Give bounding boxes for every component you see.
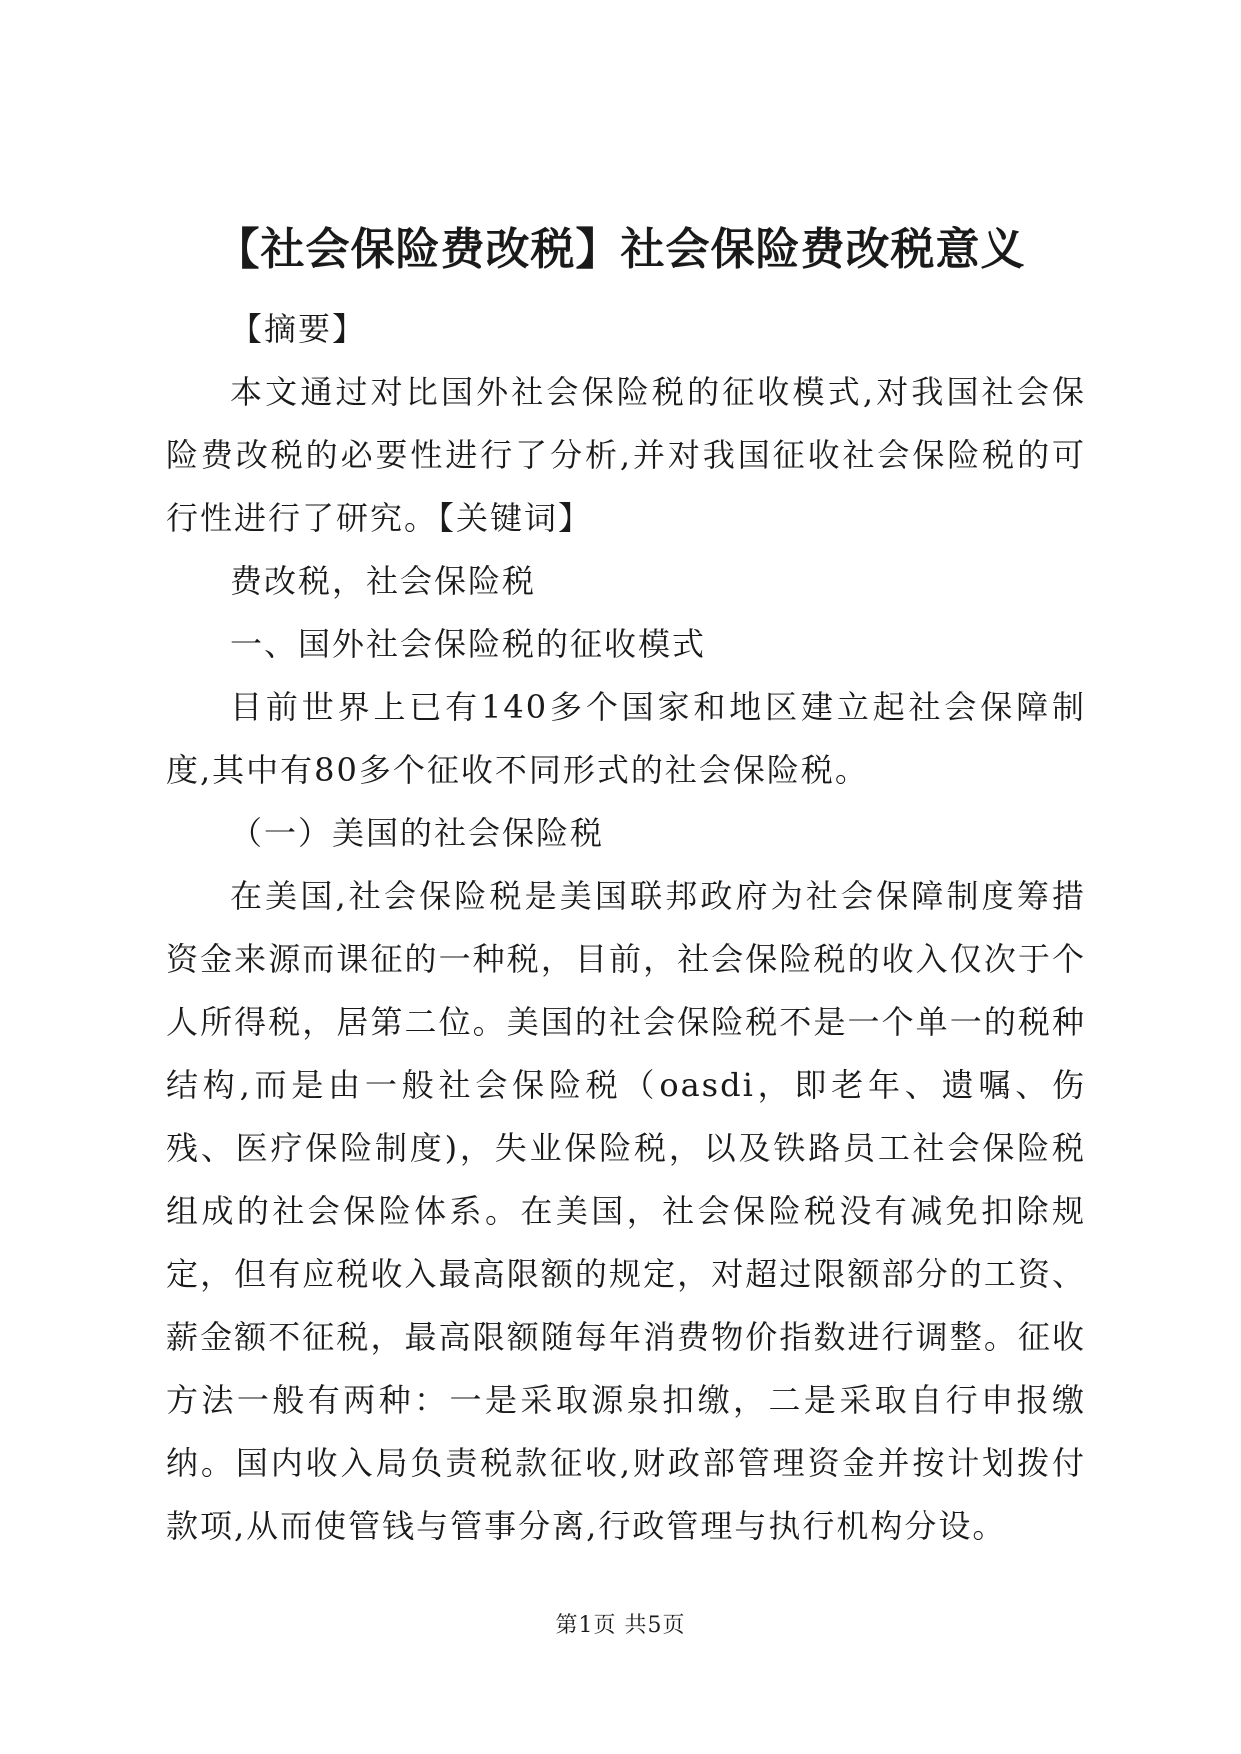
abstract-heading: 【摘要】 bbox=[230, 310, 367, 348]
page-footer: 第1页 共5页 bbox=[555, 1613, 686, 1638]
document-body bbox=[166, 298, 1086, 1558]
subsection-heading-1: （一）美国的社会保险税 bbox=[230, 814, 605, 852]
keywords-paragraph: 费改税，社会保险税 bbox=[230, 562, 537, 600]
document-title: 【社会保险费改税】社会保险费改税意义 bbox=[215, 224, 1026, 275]
body-paragraph: 在美国,社会保险税是美国联邦政府为社会保障制度筹措资金来源而课征的一种税，目前，社会保险税的收入仅次于个人所得税，居第二位。美国的社会保险税不是一个单一的税种结构,而是由一般社会保险税（oasdi，即老年、遗嘱、伤残、医疗保险制度)，失业保险税，以及铁路员工社会保险税组成的社会保险体系。在美国，社会保险税没有减免扣除规定，但有应税收入最高限额的规定，对超过限额部分的工资、薪金额不征税，最高限额随每年消费物价指数进行调整。征收方法一般有两种：一是采取源泉扣缴，二是采取自行申报缴纳。国内收入局负责税款征收,财政部管理资金并按计划拨付款项,从而使管钱与管事分离,行政管理与执行机构分设。 bbox=[166, 877, 1086, 1545]
body-paragraph: 目前世界上已有140多个国家和地区建立起社会保障制度,其中有80多个征收不同形式的社会保险税。 bbox=[166, 688, 1086, 789]
section-heading-1: 一、国外社会保险税的征收模式 bbox=[230, 625, 707, 663]
abstract-paragraph: 本文通过对比国外社会保险税的征收模式,对我国社会保险费改税的必要性进行了分析,并对我国征收社会保险税的可行性进行了研究。【关键词】 bbox=[166, 373, 1086, 537]
